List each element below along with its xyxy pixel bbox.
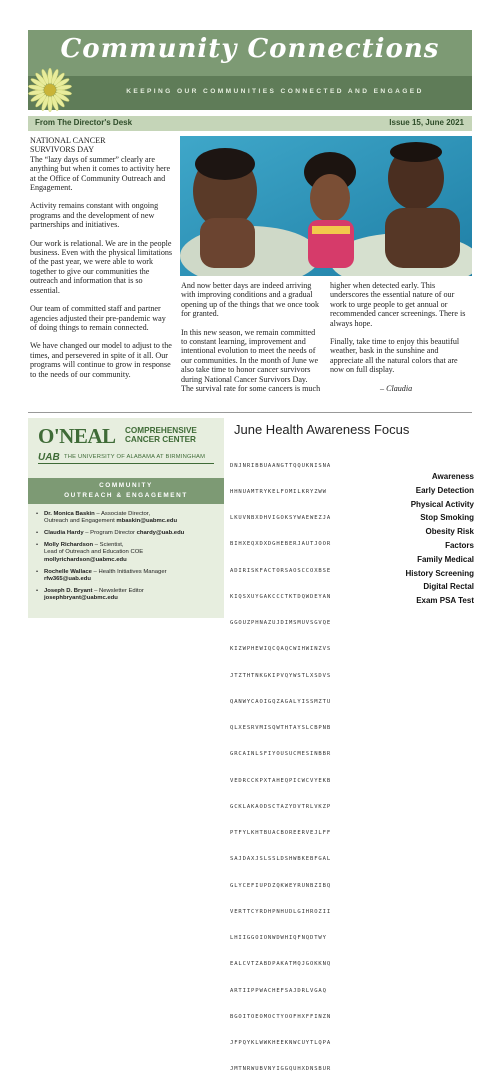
article-column-2: [181, 281, 321, 402]
office-banner-line: OUTREACH & ENGAGEMENT: [64, 492, 188, 499]
contact-item: [36, 542, 220, 564]
contact-item: [36, 569, 220, 584]
word-list-item: Awareness: [431, 472, 474, 481]
word-list-item: Early Detection: [415, 485, 474, 495]
contact-list: [36, 511, 220, 607]
grid-row: KIQSXUYGAKCCCTKTDQWDEYAN: [230, 593, 332, 600]
center-logo-line: COMPREHENSIVE: [125, 426, 197, 435]
grid-row: ARTIIPPWACHEFSAJDRLVGAQ: [230, 987, 327, 994]
grid-row: DNJNRIBBUAANGTTQQUKNISNA: [230, 462, 332, 469]
grid-row: GLYCEFIUPDZQKWEYRUNBZIBQ: [230, 882, 332, 889]
contact-role: Lead of Outreach and Education COE: [44, 549, 144, 556]
grid-row: JTZTHTNKGKIPVQYWSTLXSDVS: [230, 672, 332, 679]
center-logo-line: CANCER CENTER: [125, 435, 196, 445]
word-list-item: Exam PSA Test: [416, 596, 474, 606]
signature: – Claudia: [380, 383, 413, 393]
bullet-icon: •: [36, 530, 39, 537]
word-search-puzzle: [230, 418, 474, 1073]
word-list-item: Digital Rectal: [423, 582, 474, 592]
contact-item: [36, 588, 220, 603]
grid-row: LHIIGGOIONWDWHIQFNQDTWY: [230, 935, 327, 941]
paragraph: Activity remains constant with ongoing programs and the development of new partnerships and initiatives.: [30, 201, 159, 230]
contact-role: – Health Initiatives Manager: [91, 568, 167, 575]
office-banner-line: COMMUNITY: [99, 482, 153, 489]
section-divider: [28, 412, 472, 413]
grid-row: EALCVTZABDPAKATMQJGOKKNQ: [230, 961, 332, 968]
bullet-icon: •: [36, 542, 39, 549]
paragraph: We have changed our model to adjust to the times, and persevered in spite of it all. Our programs will continue to grow in response to the needs of our community.: [30, 341, 172, 379]
word-list-item: Physical Activity: [410, 499, 474, 509]
paragraph: The “lazy days of summer” clearly are anything but when it comes to activity here at the Office of Community Outreach and Engagement.: [30, 154, 171, 193]
cancer-center-box: [28, 418, 224, 618]
grid-row: GCKLAKAODSCTAZYDVTRLVKZP: [230, 803, 332, 810]
contact-role: – Scientist,: [93, 542, 124, 549]
uab-name: THE UNIVERSITY OF ALABAMA AT BIRMINGHAM: [64, 454, 206, 460]
paragraph: Our work is relational. We are in the people business. Even with the physical limitations of the past year, we were able to work together to give our communities the outreach and information that is so essential.: [30, 238, 173, 295]
grid-row: QLXESRVMISQWTHTAYSLCBPNB: [230, 725, 332, 731]
contact-item: [36, 530, 220, 537]
uab-logo: UAB: [38, 452, 60, 463]
paragraph: And now better days are indeed arriving with improving conditions and a gradual opening up of the things that we once took for granted.: [181, 281, 320, 319]
paragraph: Our team of committed staff and partner agencies adjusted their pre-pandemic way of doing things to remain connected.: [30, 304, 166, 332]
contact-item: [36, 511, 220, 526]
grid-row: QANWYCAOIGQZAGALYISSMZTU: [230, 698, 332, 705]
word-list: [378, 470, 474, 608]
grid-row: VEDRCCKPXTAHEQPICWCVYEKB: [230, 777, 332, 784]
newsletter-tagline: KEEPING OUR COMMUNITIES CONNECTED AND ENGAGED: [126, 88, 424, 95]
masthead: [28, 30, 472, 110]
contact-email[interactable]: josephbryant@uabmc.edu: [44, 595, 118, 602]
newsletter-title: Community Connections: [60, 34, 440, 64]
contact-name: Joseph D. Bryant: [44, 587, 93, 594]
section-label: From The Director's Desk: [35, 118, 133, 127]
contact-name: Molly Richardson: [44, 542, 94, 549]
word-list-item: Stop Smoking: [420, 513, 474, 523]
word-list-item: Family Medical: [417, 554, 474, 564]
bullet-icon: •: [36, 511, 39, 517]
logo-divider: [38, 463, 214, 464]
word-search-title: June Health Awareness Focus: [234, 422, 410, 437]
section-bar: [28, 116, 472, 131]
office-banner: [28, 478, 224, 504]
word-list-item: History Screening: [405, 568, 474, 578]
contact-email[interactable]: rfw365@uab.edu: [44, 575, 91, 582]
grid-row: BIHXEQXDXDGHEBERJAUTJOOR: [230, 541, 332, 548]
grid-row: PTFYLKHTBUACBOREERVEJLFF: [230, 830, 332, 836]
grid-row: HHNUAMTRYKELFOMILKRYZWW: [230, 488, 327, 495]
contact-role: – Newsletter Editor: [92, 587, 144, 594]
bullet-icon: •: [36, 587, 39, 594]
grid-row: JFPQYKLWWKHEEKNWCUYTLQPA: [230, 1040, 332, 1046]
article-heading-line: NATIONAL CANCER: [30, 136, 106, 145]
article-heading-line: SURVIVORS DAY: [30, 145, 95, 155]
article-column-1: [30, 136, 173, 388]
paragraph: In this new season, we remain committed to constant learning, improvement and intentional evolution to meet the needs of our communities. In the month of June we also take time to honor cancer survivors during National Cancer Survivors Day. The survival rate for some cancers is much: [181, 327, 321, 394]
grid-row: BGOITOEOMOCTYOOFHXFFINZN: [230, 1013, 332, 1020]
contact-name: Dr. Monica Baskin: [44, 511, 95, 517]
grid-row: GGOUZPHNAZUJDIMSMUVSGVQE: [230, 620, 332, 626]
center-logo-subtitle: [125, 426, 197, 444]
word-list-item: Obesity Risk: [425, 527, 474, 537]
word-search-grid: [230, 444, 331, 1092]
grid-row: SAJDAXJSLSSLDSHWBKEBFGAL: [230, 856, 332, 863]
article-column-3: [330, 281, 472, 402]
contact-role: Outreach and Engagement: [44, 518, 117, 525]
issue-label: Issue 15, June 2021: [389, 118, 464, 127]
family-pool-photo: [180, 136, 472, 276]
paragraph: higher when detected early. This underscores the essential nature of our work to urge people to get annual or recommended cancer screenings. There is always hope.: [330, 281, 466, 328]
grid-row: JMTNRWUBVNYIGGQUHXDNSBUR: [230, 1066, 332, 1073]
contact-email[interactable]: mollyrichardson@uabmc.edu: [44, 556, 127, 563]
grid-row: VERTTCYRDHPNHUDLGIHROZII: [230, 908, 332, 915]
contact-name: Claudia Hardy: [44, 530, 84, 537]
paragraph: Finally, take time to enjoy this beautiful weather, bask in the sunshine and appreciate all the natural colors that are now on full display.: [330, 337, 460, 375]
grid-row: GRCAINLSFIYOUSUCMESINBBR: [230, 751, 332, 758]
grid-row: LKUVNBXDHVIGOKSYWAEWEZJA: [230, 515, 332, 521]
contact-role: – Program Director: [83, 530, 137, 537]
contact-name: Rochelle Wallace: [44, 568, 92, 575]
word-list-item: Factors: [445, 540, 474, 550]
grid-row: ADIRISKFACTORSAOSCCOXBSE: [230, 567, 332, 574]
grid-row: KIZWPHEWIQCQAQCWIHWINZVS: [230, 646, 332, 653]
contact-email[interactable]: chardy@uab.edu: [136, 530, 185, 537]
bullet-icon: •: [36, 568, 39, 575]
contact-role: – Associate Director,: [94, 511, 151, 517]
article-heading: [30, 136, 173, 155]
daisy-icon: [28, 68, 72, 112]
contact-email[interactable]: mbaskin@uabmc.edu: [116, 518, 178, 525]
center-logo-name: O'NEAL: [38, 424, 116, 448]
